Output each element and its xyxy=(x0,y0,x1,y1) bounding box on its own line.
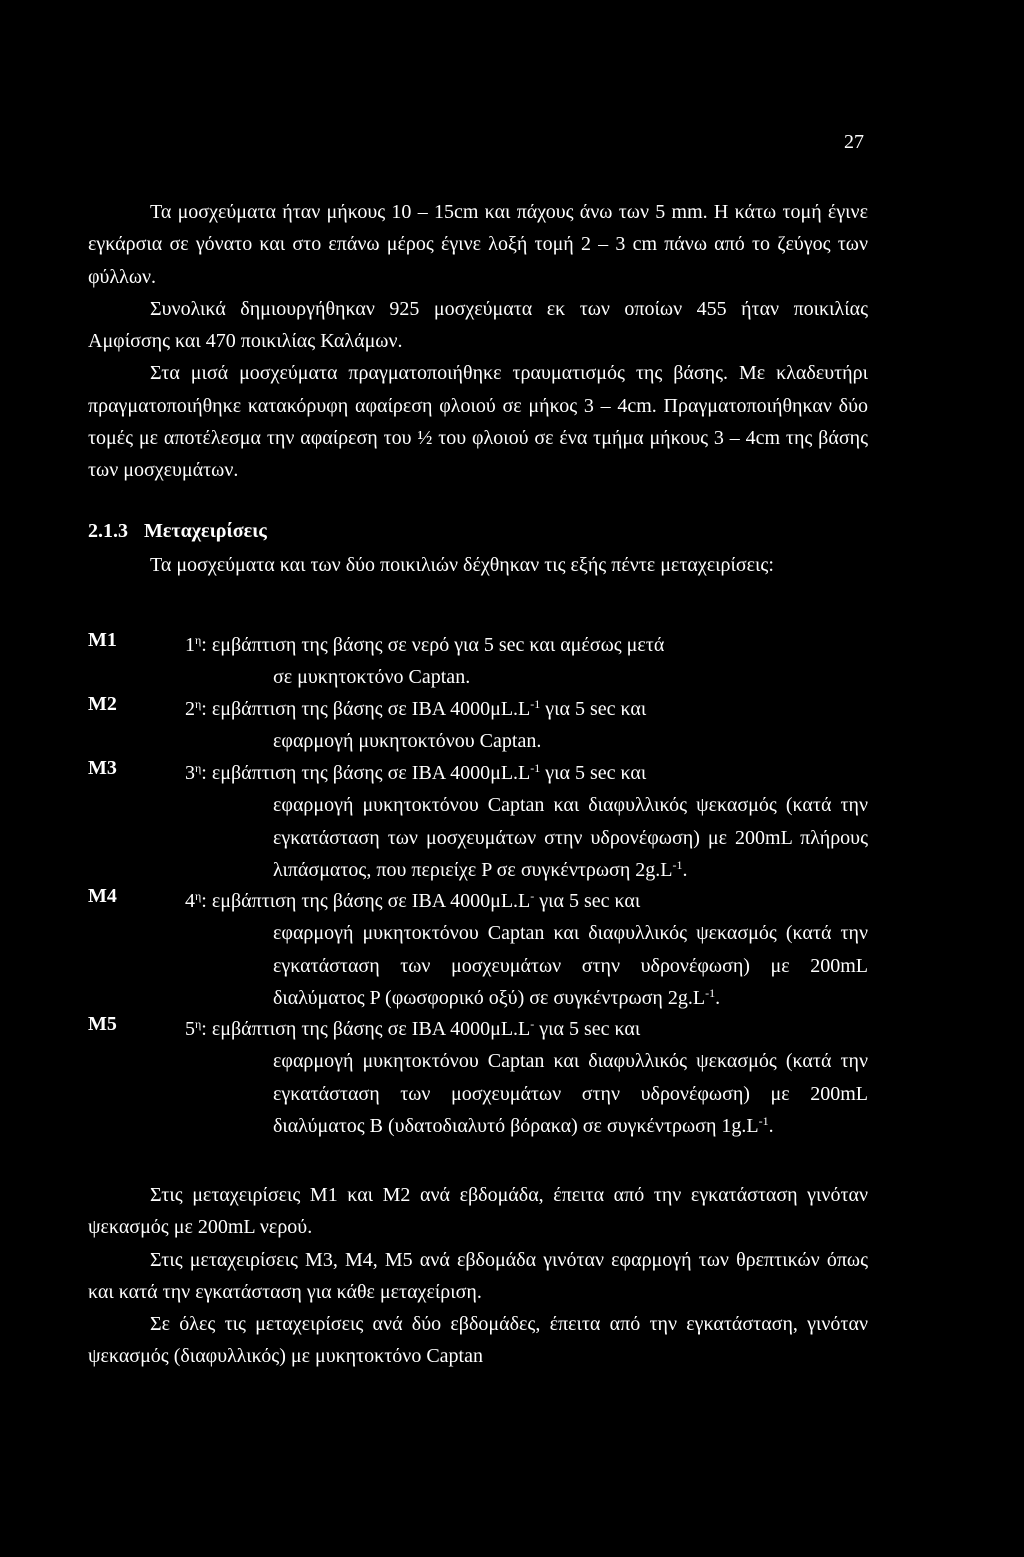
treatment-text: : εμβάπτιση της βάσης σε νερό για 5 sec και αμέσως μετά xyxy=(201,634,665,656)
exponent: -1 xyxy=(530,761,541,775)
treatment-code: M5 xyxy=(88,1013,117,1035)
ordinal-suffix: η xyxy=(195,633,202,647)
section-title: Μεταχειρίσεις xyxy=(144,520,267,542)
paragraph: Συνολικά δημιουργήθηκαν 925 μοσχεύματα εκ των οποίων 455 ήταν ποικιλίας Αμφίσσης και 470 ποικιλίας Καλάμων. xyxy=(88,297,868,353)
treatment-text: : εμβάπτιση της βάσης σε IBA 4000μL.L xyxy=(201,698,531,720)
treatment-code: M2 xyxy=(88,693,117,715)
treatment-text: εφαρμογή μυκητοκτόνου Captan και διαφυλλικός ψεκασμός (κατά την εγκατάσταση των μοσχευμάτων στην υδρονέφωση) με 200mL διαλύματος B (υδατοδιαλυτό βόρακα) σε συγκέντρωση 1g.L xyxy=(273,1050,868,1137)
treatment-text: για 5 sec και xyxy=(534,1018,641,1040)
treatment-continuation: εφαρμογή μυκητοκτόνου Captan. xyxy=(273,730,542,753)
paragraph: Στις μεταχειρίσεις M1 και M2 ανά εβδομάδα, έπειτα από την εγκατάσταση γινόταν ψεκασμός με 200mL νερού. xyxy=(88,1184,868,1239)
treatment-first-line xyxy=(185,885,868,917)
treatment-text: εφαρμογή μυκητοκτόνου Captan και διαφυλλικός ψεκασμός (κατά την εγκατάσταση των μοσχευμάτων στην υδρονέφωση) με 200mL πλήρους λιπάσματος, που περιείχε P σε συγκέντρωση 2g.L xyxy=(273,794,868,881)
treatment-text: για 5 sec και xyxy=(540,762,647,784)
section-heading xyxy=(88,520,267,543)
exponent: - xyxy=(530,889,535,903)
treatment-code: M1 xyxy=(88,629,117,651)
ordinal-suffix: η xyxy=(195,1017,202,1031)
ordinal-suffix: η xyxy=(195,697,202,711)
treatment-text: : εμβάπτιση της βάσης σε IBA 4000μL.L xyxy=(201,762,531,784)
treatment-code: M4 xyxy=(88,885,117,907)
ordinal: 3 xyxy=(185,762,195,784)
section-number: 2.1.3 xyxy=(88,520,128,542)
punctuation: . xyxy=(715,986,721,1009)
paragraph: Τα μοσχεύματα και των δύο ποικιλιών δέχθηκαν τις εξής πέντε μεταχειρίσεις: xyxy=(150,554,774,576)
exponent: -1 xyxy=(758,1113,769,1128)
exponent: -1 xyxy=(705,985,716,1000)
ordinal-suffix: η xyxy=(195,889,202,903)
exponent: -1 xyxy=(530,697,541,711)
punctuation: . xyxy=(768,1114,774,1137)
page-number: 27 xyxy=(844,131,864,153)
treatment-first-line xyxy=(185,757,868,789)
treatment-text: : εμβάπτιση της βάσης σε IBA 4000μL.L xyxy=(201,1018,531,1040)
treatment-first-line xyxy=(185,1013,868,1045)
exponent: - xyxy=(530,1017,535,1031)
treatment-text: για 5 sec και xyxy=(540,698,647,720)
ordinal: 1 xyxy=(185,634,195,656)
paragraph: Σε όλες τις μεταχειρίσεις ανά δύο εβδομάδες, έπειτα από την εγκατάσταση, γινόταν ψεκασμός (διαφυλλικός) με μυκητοκτόνο Captan xyxy=(88,1313,868,1368)
treatment-text: : εμβάπτιση της βάσης σε IBA 4000μL.L xyxy=(201,890,531,912)
treatment-text: εφαρμογή μυκητοκτόνου Captan και διαφυλλικός ψεκασμός (κατά την εγκατάσταση των μοσχευμάτων στην υδρονέφωση) με 200mL διαλύματος P (φωσφορικό οξύ) σε συγκέντρωση 2g.L xyxy=(273,922,868,1009)
treatment-continuation xyxy=(185,1045,868,1142)
treatment-code: M3 xyxy=(88,757,117,779)
treatment-first-line xyxy=(185,629,868,661)
ordinal: 4 xyxy=(185,890,195,912)
paragraph: Τα μοσχεύματα ήταν μήκους 10 – 15cm και πάχους άνω των 5 mm. Η κάτω τομή έγινε εγκάρσια σε γόνατο και στο επάνω μέρος έγινε λοξή τομή 2 – 3 cm πάνω από το ζεύγος των φύλλων. xyxy=(88,201,868,288)
exponent: -1 xyxy=(672,857,683,872)
treatment-text: για 5 sec και xyxy=(534,890,641,912)
intro-text xyxy=(88,196,868,487)
treatment-continuation xyxy=(185,917,868,1014)
paragraph: Στα μισά μοσχεύματα πραγματοποιήθηκε τραυματισμός της βάσης. Με κλαδευτήρι πραγματοποιήθηκε κατακόρυφη αφαίρεση φλοιού σε μήκος 3 – 4cm. Πραγματοποιήθηκαν δύο τομές με αποτέλεσμα την αφαίρεση του ½ του φλοιού σε ένα τμήμα μήκους 3 – 4cm της βάσης των μοσχευμάτων. xyxy=(88,362,868,482)
section-intro xyxy=(88,549,868,581)
closing-text xyxy=(88,1179,868,1373)
punctuation: . xyxy=(682,858,688,881)
treatment-continuation xyxy=(185,789,868,886)
ordinal: 2 xyxy=(185,698,195,720)
treatment-continuation: σε μυκητοκτόνο Captan. xyxy=(273,666,471,689)
ordinal-suffix: η xyxy=(195,761,202,775)
paragraph: Στις μεταχειρίσεις M3, M4, M5 ανά εβδομάδα γινόταν εφαρμογή των θρεπτικών όπως και κατά την εγκατάσταση για κάθε μεταχείριση. xyxy=(88,1248,868,1303)
treatment-first-line xyxy=(185,693,868,725)
ordinal: 5 xyxy=(185,1018,195,1040)
